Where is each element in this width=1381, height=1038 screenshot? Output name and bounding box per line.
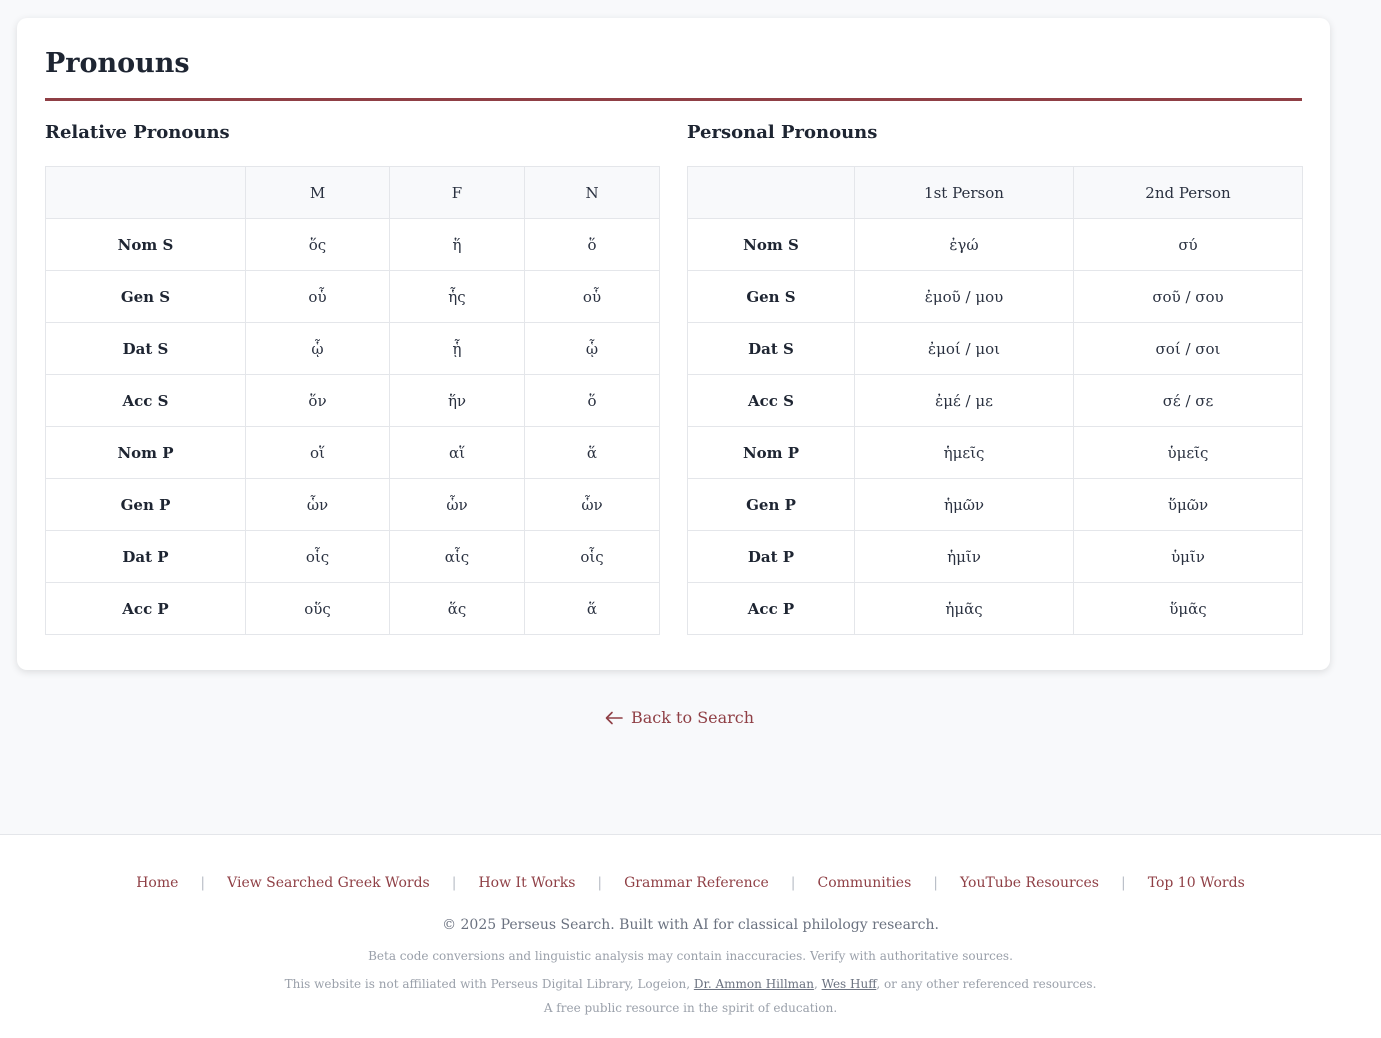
pronouns-card xyxy=(17,18,1330,670)
footer-separator: | xyxy=(1120,875,1126,891)
title-divider xyxy=(45,98,1302,101)
affiliation-prefix: This website is not affiliated with Perseus Digital Library, Logeion, xyxy=(284,977,694,991)
table-cell: αἷς xyxy=(390,531,525,583)
table-cell: ἅ xyxy=(525,583,660,635)
footer-disclaimer: Beta code conversions and linguistic analysis may contain inaccuracies. Verify with authoritative sources. xyxy=(368,949,1013,963)
table-cell: ᾧ xyxy=(525,323,660,375)
footer-nav xyxy=(0,875,1381,891)
row-label: Gen S xyxy=(46,271,246,323)
table-cell: οὗ xyxy=(246,271,390,323)
table-cell: ἡμᾶς xyxy=(855,583,1074,635)
table-cell: ὧν xyxy=(246,479,390,531)
row-label: Nom P xyxy=(46,427,246,479)
table-cell: ἡμῖν xyxy=(855,531,1074,583)
back-to-search-link[interactable] xyxy=(605,708,754,727)
column-header: F xyxy=(390,167,525,219)
row-label: Acc P xyxy=(688,583,855,635)
footer-separator: | xyxy=(790,875,796,891)
row-label: Nom P xyxy=(688,427,855,479)
table-cell: οὗ xyxy=(525,271,660,323)
table-cell: οἷς xyxy=(525,531,660,583)
column-header: 1st Person xyxy=(855,167,1074,219)
column-header: N xyxy=(525,167,660,219)
column-header: M xyxy=(246,167,390,219)
table-row xyxy=(688,479,1303,531)
page-title: Pronouns xyxy=(45,48,190,79)
column-header xyxy=(688,167,855,219)
footer-link-how-it-works[interactable]: How It Works xyxy=(478,875,576,891)
row-label: Acc P xyxy=(46,583,246,635)
table-row xyxy=(46,427,660,479)
table-cell: σέ / σε xyxy=(1074,375,1303,427)
table-cell: ἥν xyxy=(390,375,525,427)
table-cell: ᾧ xyxy=(246,323,390,375)
wes-huff-link[interactable]: Wes Huff xyxy=(821,977,877,991)
row-label: Nom S xyxy=(688,219,855,271)
table-cell: ὅν xyxy=(246,375,390,427)
table-cell: ὅ xyxy=(525,375,660,427)
footer-free-resource: A free public resource in the spirit of education. xyxy=(543,1001,838,1015)
footer-separator: | xyxy=(200,875,206,891)
table-row xyxy=(688,427,1303,479)
table-cell: ὑμῖν xyxy=(1074,531,1303,583)
personal-pronouns-title: Personal Pronouns xyxy=(687,122,878,143)
table-cell: ὑμεῖς xyxy=(1074,427,1303,479)
table-row xyxy=(46,323,660,375)
row-label: Acc S xyxy=(46,375,246,427)
row-label: Nom S xyxy=(46,219,246,271)
footer-link-top-10-words[interactable]: Top 10 Words xyxy=(1147,875,1245,891)
row-label: Gen S xyxy=(688,271,855,323)
affiliation-suffix: , or any other referenced resources. xyxy=(876,977,1097,991)
back-to-search-label: Back to Search xyxy=(631,708,755,727)
table-row xyxy=(46,271,660,323)
row-label: Dat S xyxy=(46,323,246,375)
table-cell: οἵ xyxy=(246,427,390,479)
table-cell: ἥ xyxy=(390,219,525,271)
table-cell: ᾗ xyxy=(390,323,525,375)
row-label: Gen P xyxy=(46,479,246,531)
table-cell: ὅς xyxy=(246,219,390,271)
table-row xyxy=(688,375,1303,427)
column-header xyxy=(46,167,246,219)
table-cell: ὅ xyxy=(525,219,660,271)
footer-link-grammar-reference[interactable]: Grammar Reference xyxy=(624,875,769,891)
table-cell: ἡμῶν xyxy=(855,479,1074,531)
footer xyxy=(0,834,1381,1038)
footer-separator: | xyxy=(451,875,457,891)
table-row xyxy=(688,219,1303,271)
table-cell: ὧν xyxy=(525,479,660,531)
table-cell: ἧς xyxy=(390,271,525,323)
table-cell: ὕμᾶς xyxy=(1074,583,1303,635)
table-cell: οἷς xyxy=(246,531,390,583)
table-cell: ἐμοί / μοι xyxy=(855,323,1074,375)
table-cell: ἐμοῦ / μου xyxy=(855,271,1074,323)
footer-link-youtube-resources[interactable]: YouTube Resources xyxy=(960,875,1099,891)
table-cell: σοῦ / σου xyxy=(1074,271,1303,323)
column-header: 2nd Person xyxy=(1074,167,1303,219)
row-label: Gen P xyxy=(688,479,855,531)
table-cell: ὧν xyxy=(390,479,525,531)
table-cell: οὕς xyxy=(246,583,390,635)
table-cell: σοί / σοι xyxy=(1074,323,1303,375)
table-cell: ἐγώ xyxy=(855,219,1074,271)
table-row xyxy=(688,531,1303,583)
arrow-left-icon xyxy=(605,711,623,725)
table-row xyxy=(688,323,1303,375)
table-row xyxy=(46,531,660,583)
table-row xyxy=(46,583,660,635)
footer-link-communities[interactable]: Communities xyxy=(817,875,912,891)
footer-link-home[interactable]: Home xyxy=(136,875,179,891)
footer-affiliation xyxy=(0,977,1381,991)
row-label: Dat P xyxy=(46,531,246,583)
table-row xyxy=(688,583,1303,635)
table-row xyxy=(46,479,660,531)
table-cell: ἅς xyxy=(390,583,525,635)
table-cell: ἐμέ / με xyxy=(855,375,1074,427)
footer-separator: | xyxy=(597,875,603,891)
table-header-row xyxy=(688,167,1303,219)
table-cell: αἵ xyxy=(390,427,525,479)
personal-pronouns-table xyxy=(687,166,1303,635)
table-header-row xyxy=(46,167,660,219)
row-label: Dat P xyxy=(688,531,855,583)
table-row xyxy=(46,375,660,427)
ammon-hillman-link[interactable]: Dr. Ammon Hillman xyxy=(693,977,814,991)
footer-copyright: © 2025 Perseus Search. Built with AI for classical philology research. xyxy=(442,917,939,933)
table-row xyxy=(688,271,1303,323)
table-cell: ἅ xyxy=(525,427,660,479)
footer-link-view-searched-greek-words[interactable]: View Searched Greek Words xyxy=(227,875,430,891)
affiliation-comma: , xyxy=(813,977,822,991)
footer-separator: | xyxy=(933,875,938,891)
table-cell: ἡμεῖς xyxy=(855,427,1074,479)
relative-pronouns-title: Relative Pronouns xyxy=(45,122,230,143)
row-label: Acc S xyxy=(688,375,855,427)
table-cell: σύ xyxy=(1074,219,1303,271)
table-row xyxy=(46,219,660,271)
table-cell: ὕμῶν xyxy=(1074,479,1303,531)
relative-pronouns-table xyxy=(45,166,660,635)
row-label: Dat S xyxy=(688,323,855,375)
